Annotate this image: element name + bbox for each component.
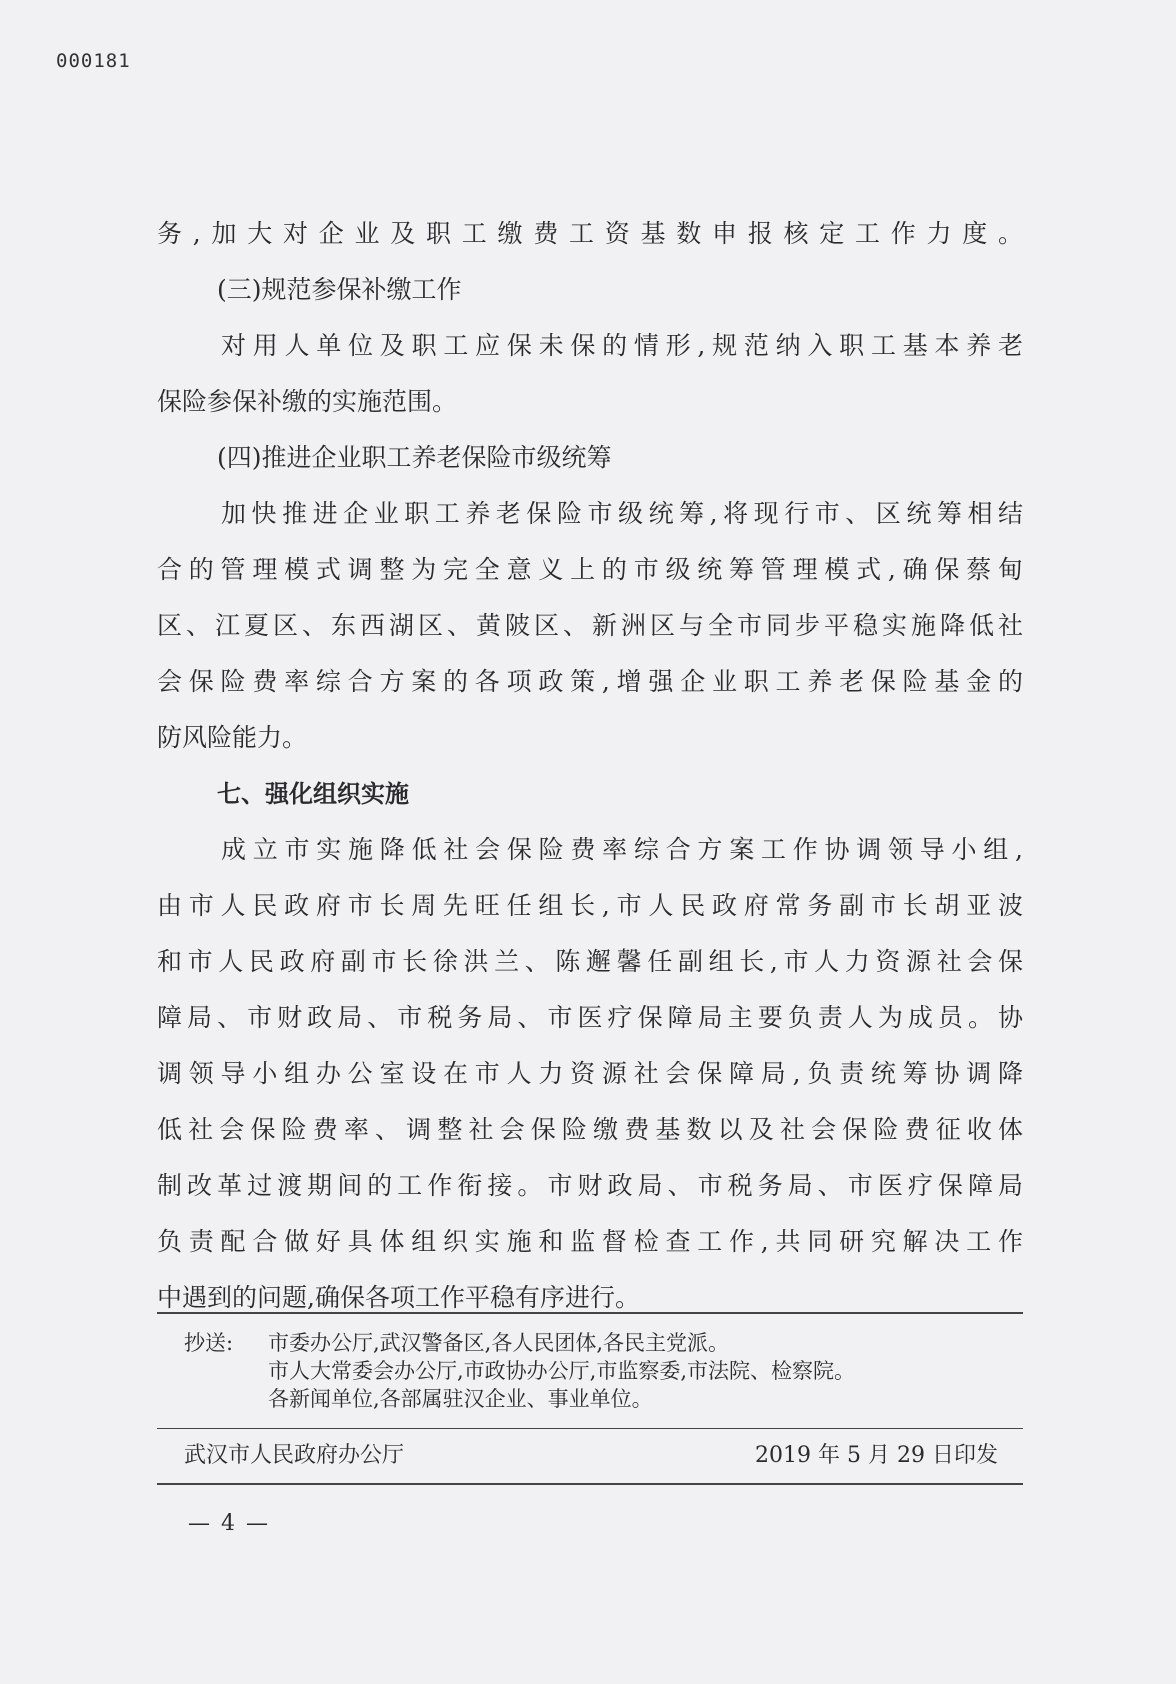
body-line: 中遇到的问题,确保各项工作平稳有序进行。	[157, 1283, 640, 1312]
document-body	[157, 206, 1023, 1326]
cc-recipients: 各新闻单位,各部属驻汉企业、事业单位。	[268, 1387, 653, 1411]
body-line: 会保险费率综合方案的各项政策,增强企业职工养老保险基金的	[157, 667, 1023, 696]
issuing-office: 武汉市人民政府办公厅	[184, 1443, 405, 1468]
body-line: 低社会保险费率、调整社会保险缴费基数以及社会保险费征收体	[157, 1115, 1023, 1144]
body-line: 防风险能力。	[157, 723, 308, 752]
body-line: 保险参保补缴的实施范围。	[157, 387, 458, 416]
body-line: 务,加大对企业及职工缴费工资基数申报核定工作力度。	[157, 219, 1023, 248]
cc-list	[184, 1329, 855, 1413]
body-line: 由市人民政府市长周先旺任组长,市人民政府常务副市长胡亚波	[157, 891, 1023, 920]
cc-label: 抄送:	[184, 1331, 234, 1355]
subsection-heading: (三)规范参保补缴工作	[217, 275, 462, 304]
cc-recipients: 市委办公厅,武汉警备区,各人民团体,各民主党派。	[268, 1331, 730, 1355]
section-heading: 七、强化组织实施	[217, 780, 409, 808]
body-line: 和市人民政府副市长徐洪兰、陈邂馨任副组长,市人力资源社会保	[157, 947, 1023, 976]
body-line: 成立市实施降低社会保险费率综合方案工作协调领导小组,	[221, 835, 1023, 864]
body-line: 加快推进企业职工养老保险市级统筹,将现行市、区统筹相结	[221, 499, 1023, 528]
body-line: 障局、市财政局、市税务局、市医疗保障局主要负责人为成员。协	[157, 1003, 1023, 1032]
divider-line	[157, 1312, 1023, 1314]
issue-date: 2019 年 5 月 29 日印发	[755, 1443, 998, 1468]
divider-line	[157, 1428, 1023, 1429]
page-number: — 4 —	[188, 1511, 270, 1536]
body-line: 负责配合做好具体组织实施和监督检查工作,共同研究解决工作	[157, 1227, 1023, 1256]
divider-line	[157, 1483, 1023, 1485]
body-line: 对用人单位及职工应保未保的情形,规范纳入职工基本养老	[221, 331, 1023, 360]
body-line: 区、江夏区、东西湖区、黄陂区、新洲区与全市同步平稳实施降低社	[157, 611, 1023, 640]
body-line: 制改革过渡期间的工作衔接。市财政局、市税务局、市医疗保障局	[157, 1171, 1023, 1200]
body-line: 调领导小组办公室设在市人力资源社会保障局,负责统筹协调降	[157, 1059, 1023, 1088]
page-code: 000181	[56, 50, 131, 72]
body-line: 合的管理模式调整为完全意义上的市级统筹管理模式,确保蔡甸	[157, 555, 1023, 584]
subsection-heading: (四)推进企业职工养老保险市级统筹	[217, 443, 612, 472]
cc-recipients: 市人大常委会办公厅,市政协办公厅,市监察委,市法院、检察院。	[268, 1359, 856, 1383]
